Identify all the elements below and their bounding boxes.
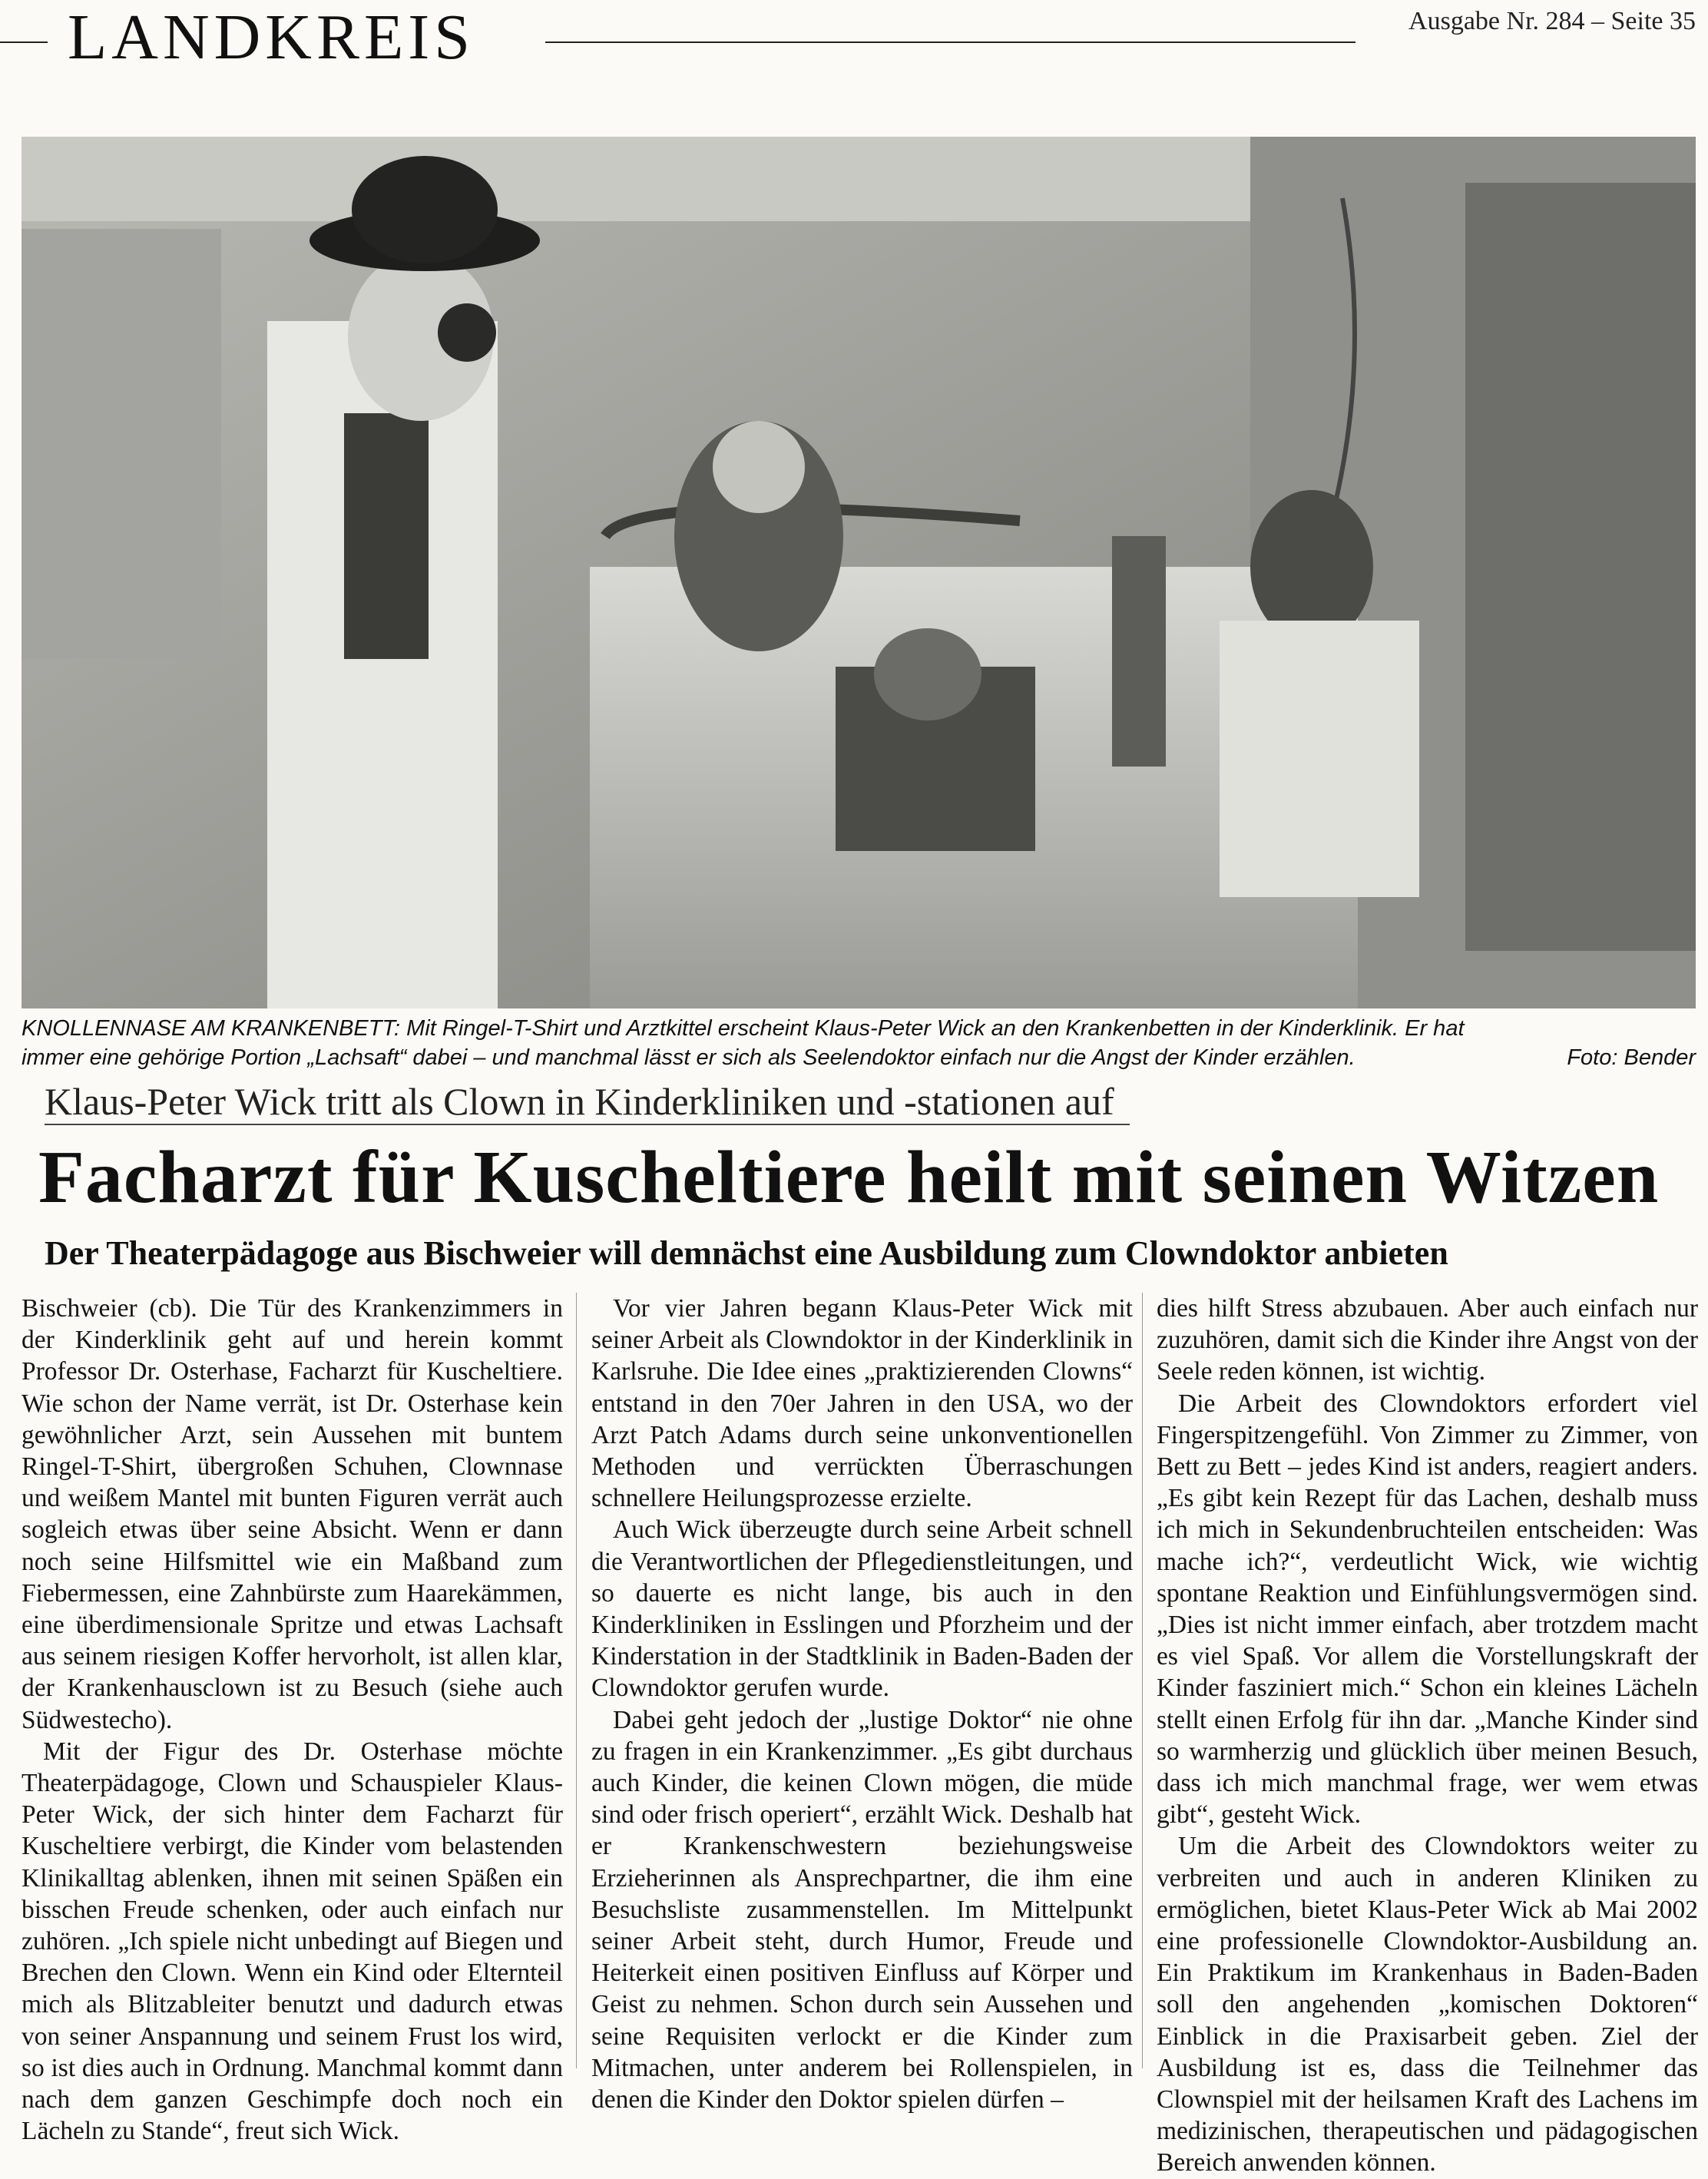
issue-page-info: Ausgabe Nr. 284 – Seite 35 (1408, 7, 1696, 35)
photo-caption (22, 1014, 1696, 1072)
paragraph: Auch Wick überzeugte durch seine Arbeit schnell die Verantwortlichen der Pflegedienstleitungen, und so dauerte es nicht lange, bis auch in den Kinderkliniken in Esslingen und Pforzheim und der Kinderstation in der Stadtklinik in Baden-Baden der Clowndoktor gerufen wurde. (591, 1515, 1133, 1703)
article-subhead: Der Theaterpädagoge aus Bischweier will demnächst eine Ausbildung zum Clowndoktor anbieten (45, 1234, 1448, 1272)
paragraph: Die Arbeit des Clowndoktors erfordert viel Fingerspitzengefühl. Von Zimmer zu Zimmer, von Bett zu Bett – jedes Kind ist anders, reagiert anders. „Es gibt kein Rezept für das Lachen, deshalb muss ich mich in Sekundenbruchteilen entscheiden: Was mache ich?“, verdeutlicht Wick, wie wichtig spontane Reaktion und Einfühlungsvermögen sind. „Dies ist nicht immer einfach, aber trotzdem macht es viel Spaß. Vor allem die Vorstellungskraft der Kinder fasziniert mich.“ Schon ein kleines Lächeln stellt einen Erfolg für ihn dar. „Manche Kinder sind so warmherzig und glücklich über meinen Besuch, dass ich mich manchmal frage, wer wem etwas gibt“, gesteht Wick. (1157, 1389, 1698, 1830)
column-1 (22, 1293, 563, 2147)
photo-illustration (22, 137, 1696, 1008)
header-rule-right (545, 41, 1355, 43)
section-title: LANDKREIS (68, 2, 475, 73)
paragraph: dies hilft Stress abzubauen. Aber auch einfach nur zuzuhören, damit sich die Kinder ihre Angst von der Seele reden können, ist wichtig. (1157, 1294, 1698, 1386)
paragraph: Mit der Figur des Dr. Osterhase möchte Theaterpädagoge, Clown und Schauspieler Klaus-Peter Wick, der sich hinter dem Facharzt für Kuscheltiere verbirgt, die Kinder vom belastenden Klinikalltag ablenken, ihnen mit seinen Späßen ein bisschen Freude schenken, oder auch einfach nur zuhören. „Ich spiele nicht unbedingt auf Biegen und Brechen den Clown. Wenn ein Kind oder Elternteil mich als Blitzableiter benutzt und dadurch etwas von seiner Anspannung und seinem Frust los wird, so ist dies auch in Ordnung. Manchmal kommt dann nach dem ganzen Geschimpfe doch noch ein Lächeln zu Stande“, freut sich Wick. (22, 1737, 563, 2146)
article-headline: Facharzt für Kuscheltiere heilt mit seinen Witzen (38, 1136, 1660, 1219)
article-body (22, 1293, 1698, 2177)
column-3 (1157, 1293, 1698, 2179)
column-2 (591, 1293, 1133, 2115)
header-rule-left (0, 41, 48, 43)
photo-credit: Foto: Bender (1567, 1045, 1696, 1070)
article-photo (22, 137, 1696, 1008)
caption-text: KNOLLENNASE AM KRANKENBETT: Mit Ringel-T-Shirt und Arztkittel erscheint Klaus-Peter Wick an den Krankenbetten in der Kinderklinik. Er hat immer eine gehörige Portion „Lachsaft“ dabei – und manchmal lässt er sich als Seelendoktor einfach nur die Angst der Kinder erzählen. (22, 1016, 1465, 1070)
paragraph: Um die Arbeit des Clowndoktors weiter zu verbreiten und auch in anderen Kliniken zu ermöglichen, bietet Klaus-Peter Wick ab Mai 2002 eine professionelle Clowndoktor-Ausbildung an. Ein Praktikum im Krankenhaus in Baden-Baden soll den angehenden „komischen Doktoren“ Einblick in die Praxisarbeit geben. Ziel der Ausbildung ist es, dass die Teilnehmer das Clownspiel mit der heilsamen Kraft des Lachens im medizinischen, therapeutischen und pädagogischen Bereich anwenden können. (1157, 1832, 1698, 2177)
column-divider (1142, 1293, 1143, 2068)
paragraph: Dabei geht jedoch der „lustige Doktor“ nie ohne zu fragen in ein Krankenzimmer. „Es gibt durchaus auch Kinder, die keinen Clown mögen, die müde sind oder frisch operiert“, erzählt Wick. Deshalb hat er Krankenschwestern beziehungsweise Erzieherinnen als Ansprechpartner, die ihm eine Besuchsliste zusammenstellen. Im Mittelpunkt seiner Arbeit steht, durch Humor, Freude und Heiterkeit einen positiven Einfluss auf Körper und Geist zu nehmen. Schon durch sein Aussehen und seine Requisiten verlockt er die Kinder zum Mitmachen, unter anderem bei Rollenspielen, in denen die Kinder den Doktor spielen dürfen – (591, 1705, 1133, 2114)
paragraph: Bischweier (cb). Die Tür des Krankenzimmers in der Kinderklinik geht auf und herein kommt Professor Dr. Osterhase, Facharzt für Kuscheltiere. Wie schon der Name verrät, ist Dr. Osterhase kein gewöhnlicher Arzt, sein Aussehen mit buntem Ringel-T-Shirt, übergroßen Schuhen, Clownnase und weißem Mantel mit bunten Figuren verrät auch sogleich etwas über seine Absicht. Wenn er dann noch seine Hilfsmittel wie ein Maßband zum Fiebermessen, eine Zahnbürste zum Haarekämmen, eine überdimensionale Spritze und etwas Lachsaft aus seinem riesigen Koffer hervorholt, ist allen klar, der Krankenhausclown ist zu Besuch (siehe auch Südwestecho). (22, 1294, 563, 1734)
column-divider (576, 1293, 577, 2068)
article-kicker: Klaus-Peter Wick tritt als Clown in Kinderkliniken und -stationen auf (45, 1079, 1130, 1125)
paragraph: Vor vier Jahren begann Klaus-Peter Wick mit seiner Arbeit als Clowndoktor in der Kinderklinik in Karlsruhe. Die Idee eines „praktizierenden Clowns“ entstand in den 70er Jahren in den USA, wo der Arzt Patch Adams durch seine unkonventionellen Methoden und verrückten Überraschungen schnellere Heilungsprozesse erzielte. (591, 1294, 1133, 1513)
page-header (0, 0, 1708, 73)
